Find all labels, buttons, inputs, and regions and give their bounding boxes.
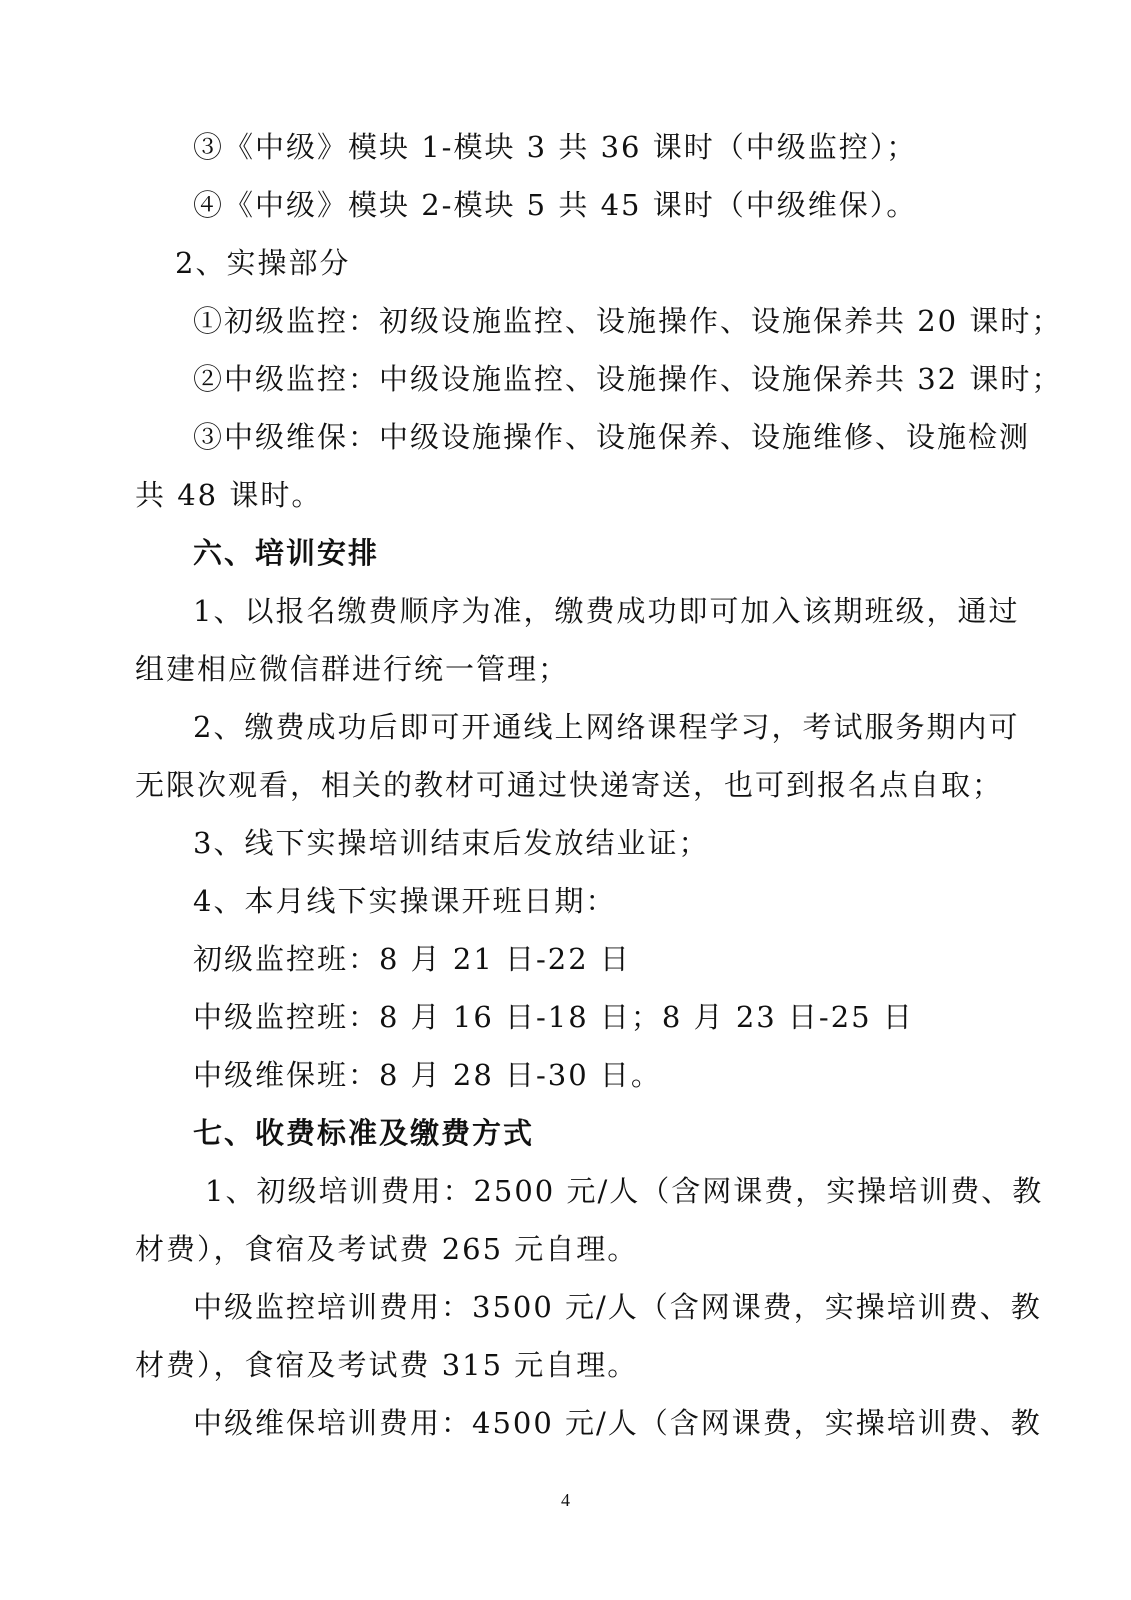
subsection-title: 2、实操部分	[175, 246, 351, 280]
paragraph-line: ③《中级》模块 1-模块 3 共 36 课时（中级监控）；	[193, 130, 918, 164]
paragraph-line: 1、初级培训费用：2500 元/人（含网课费，实操培训费、教	[205, 1174, 1044, 1208]
section-heading: 六、培训安排	[193, 536, 380, 570]
paragraph-line: 中级监控培训费用：3500 元/人（含网课费，实操培训费、教	[193, 1290, 1042, 1324]
paragraph-line: 1、以报名缴费顺序为准，缴费成功即可加入该期班级，通过	[193, 594, 1020, 628]
schedule-line: 中级维保班：8 月 28 日-30 日。	[193, 1058, 662, 1092]
section-heading: 七、收费标准及缴费方式	[193, 1116, 535, 1150]
paragraph-line: 材费），食宿及考试费 265 元自理。	[135, 1232, 639, 1266]
paragraph-line: ②中级监控：中级设施监控、设施操作、设施保养共 32 课时；	[193, 362, 1063, 396]
paragraph-line: 中级维保培训费用：4500 元/人（含网课费，实操培训费、教	[193, 1406, 1042, 1440]
paragraph-line: 组建相应微信群进行统一管理；	[135, 652, 570, 686]
page-number: 4	[561, 1490, 570, 1510]
paragraph-line: 共 48 课时。	[135, 478, 323, 512]
paragraph-line: ④《中级》模块 2-模块 5 共 45 课时（中级维保）。	[193, 188, 918, 222]
paragraph-line: 材费），食宿及考试费 315 元自理。	[135, 1348, 639, 1382]
paragraph-line: ①初级监控：初级设施监控、设施操作、设施保养共 20 课时；	[193, 304, 1063, 338]
paragraph-line: 2、缴费成功后即可开通线上网络课程学习，考试服务期内可	[193, 710, 1020, 744]
paragraph-line: 4、本月线下实操课开班日期：	[193, 884, 617, 918]
schedule-line: 初级监控班：8 月 21 日-22 日	[193, 942, 631, 976]
paragraph-line: 无限次观看，相关的教材可通过快递寄送，也可到报名点自取；	[135, 768, 1004, 802]
paragraph-line: ③中级维保：中级设施操作、设施保养、设施维修、设施检测	[193, 420, 1031, 454]
paragraph-line: 3、线下实操培训结束后发放结业证；	[193, 826, 710, 860]
schedule-line: 中级监控班：8 月 16 日-18 日；8 月 23 日-25 日	[193, 1000, 914, 1034]
